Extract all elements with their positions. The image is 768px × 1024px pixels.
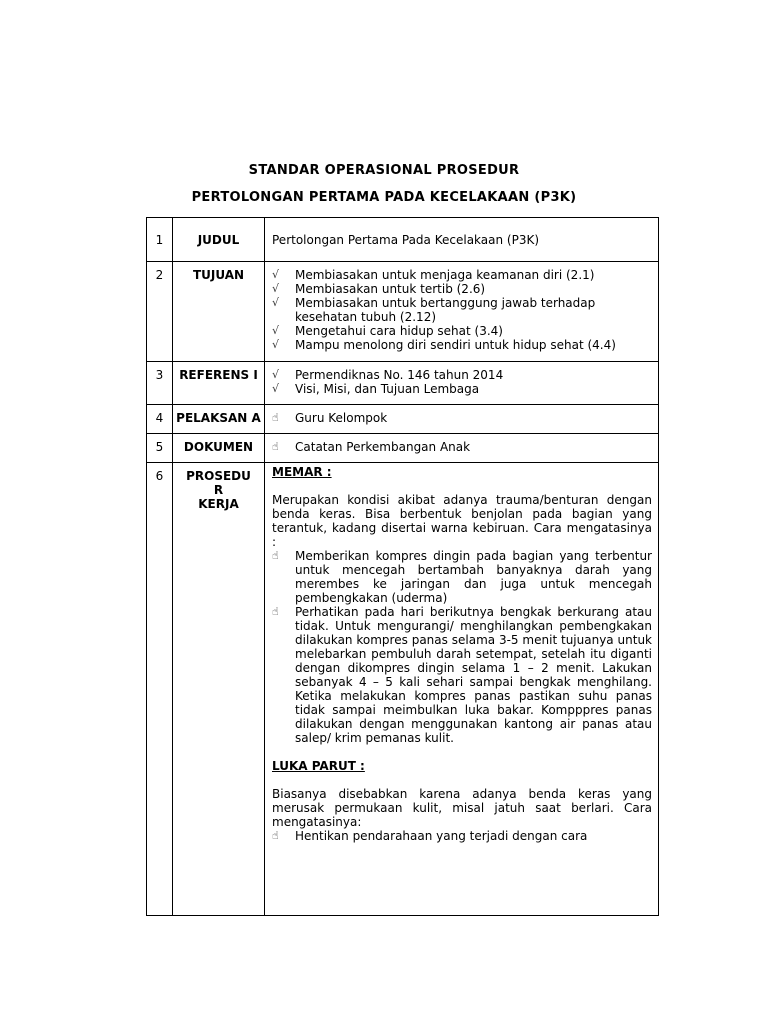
row-heading: DOKUMEN (173, 434, 265, 463)
pointing-hand-icon: ☝ (272, 440, 279, 453)
table-row-tujuan (147, 262, 659, 362)
row-number: 1 (147, 218, 173, 262)
table-row-pelaksana (147, 405, 659, 434)
list-item: √ Permendiknas No. 146 tahun 2014 (272, 368, 504, 382)
row-number: 3 (147, 362, 173, 405)
row-heading: JUDUL (173, 218, 265, 262)
row-heading-line: KERJA (198, 497, 239, 511)
row-heading-line: R (213, 483, 224, 497)
list-item: ☝ Guru Kelompok (272, 411, 388, 425)
row-number: 4 (147, 405, 173, 434)
sop-table (146, 217, 659, 916)
list-item: √ Visi, Misi, dan Tujuan Lembaga (272, 382, 480, 396)
check-icon: √ (272, 324, 280, 337)
check-icon: √ (272, 282, 280, 295)
list-item: √ Mampu menolong diri sendiri untuk hidup sehat (4.4) (272, 338, 616, 352)
memar-list (272, 549, 652, 745)
referensi-list (272, 368, 652, 396)
list-item: ☝ Memberikan kompres dingin pada bagian yang terbentur untuk mencegah bertambah banyaknya darah yang merembes ke jaringan dan juga untuk mencegah pembengkakan (uderma) (272, 549, 652, 605)
table-row-dokumen (147, 434, 659, 463)
memar-heading: MEMAR : (272, 465, 332, 479)
check-icon: √ (272, 338, 280, 351)
pointing-hand-icon: ☝ (272, 549, 279, 562)
table-row-referensi (147, 362, 659, 405)
row-heading: PELAKSAN A (173, 405, 265, 434)
table-row-judul (147, 218, 659, 262)
pointing-hand-icon: ☝ (272, 411, 279, 424)
document-title: STANDAR OPERASIONAL PROSEDUR (248, 163, 520, 178)
row-number: 6 (147, 463, 173, 916)
judul-text: Pertolongan Pertama Pada Kecelakaan (P3K) (265, 218, 659, 262)
luka-parut-heading: LUKA PARUT : (272, 759, 365, 773)
list-item: √ Membiasakan untuk menjaga keamanan diri (2.1) (272, 268, 595, 282)
list-item: ☝ Hentikan pendarahaan yang terjadi dengan cara (272, 829, 588, 843)
list-item: √ Mengetahui cara hidup sehat (3.4) (272, 324, 503, 338)
table-row-prosedur (147, 463, 659, 916)
check-icon: √ (272, 268, 280, 281)
tujuan-list (272, 268, 652, 352)
row-number: 5 (147, 434, 173, 463)
luka-parut-list (272, 829, 652, 843)
row-heading: TUJUAN (173, 262, 265, 362)
check-icon: √ (272, 368, 280, 381)
list-item: ☝ Perhatikan pada hari berikutnya bengkak berkurang atau tidak. Untuk mengurangi/ menghilangkan pembengkakan dilakukan kompres panas selama 3-5 menit tujuanya untuk melebarkan pembuluh darah setempat, setelah itu diganti dengan dikompres dingin selama 1 – 2 menit. Lakukan sebanyak 4 – 5 kali sehari sampai bengkak menghilang. Ketika melakukan kompres panas pastikan suhu panas tidak sampai meimbulkan luka bakar. Kompppres panas dilakukan dengan menggunakan kantong air panas atau salep/ krim pemanas kulit. (272, 605, 652, 745)
check-icon: √ (272, 296, 280, 309)
row-heading-line: PROSEDU (186, 469, 251, 483)
pointing-hand-icon: ☝ (272, 829, 279, 842)
list-item: √ Membiasakan untuk bertanggung jawab terhadap kesehatan tubuh (2.12) (272, 296, 596, 324)
list-item: √ Membiasakan untuk tertib (2.6) (272, 282, 486, 296)
memar-intro: Merupakan kondisi akibat adanya trauma/benturan dengan benda keras. Bisa berbentuk benjolan pada bagian yang terantuk, kadang disertai warna kebiruan. Cara mengatasinya : (272, 493, 652, 549)
document-subtitle: PERTOLONGAN PERTAMA PADA KECELAKAAN (P3K) (191, 190, 577, 205)
check-icon: √ (272, 382, 280, 395)
row-number: 2 (147, 262, 173, 362)
row-heading: REFERENS I (173, 362, 265, 405)
list-item: ☝ Catatan Perkembangan Anak (272, 440, 471, 454)
pointing-hand-icon: ☝ (272, 605, 279, 618)
luka-parut-intro: Biasanya disebabkan karena adanya benda keras yang merusak permukaan kulit, misal jatuh saat berlari. Cara mengatasinya: (272, 787, 652, 829)
